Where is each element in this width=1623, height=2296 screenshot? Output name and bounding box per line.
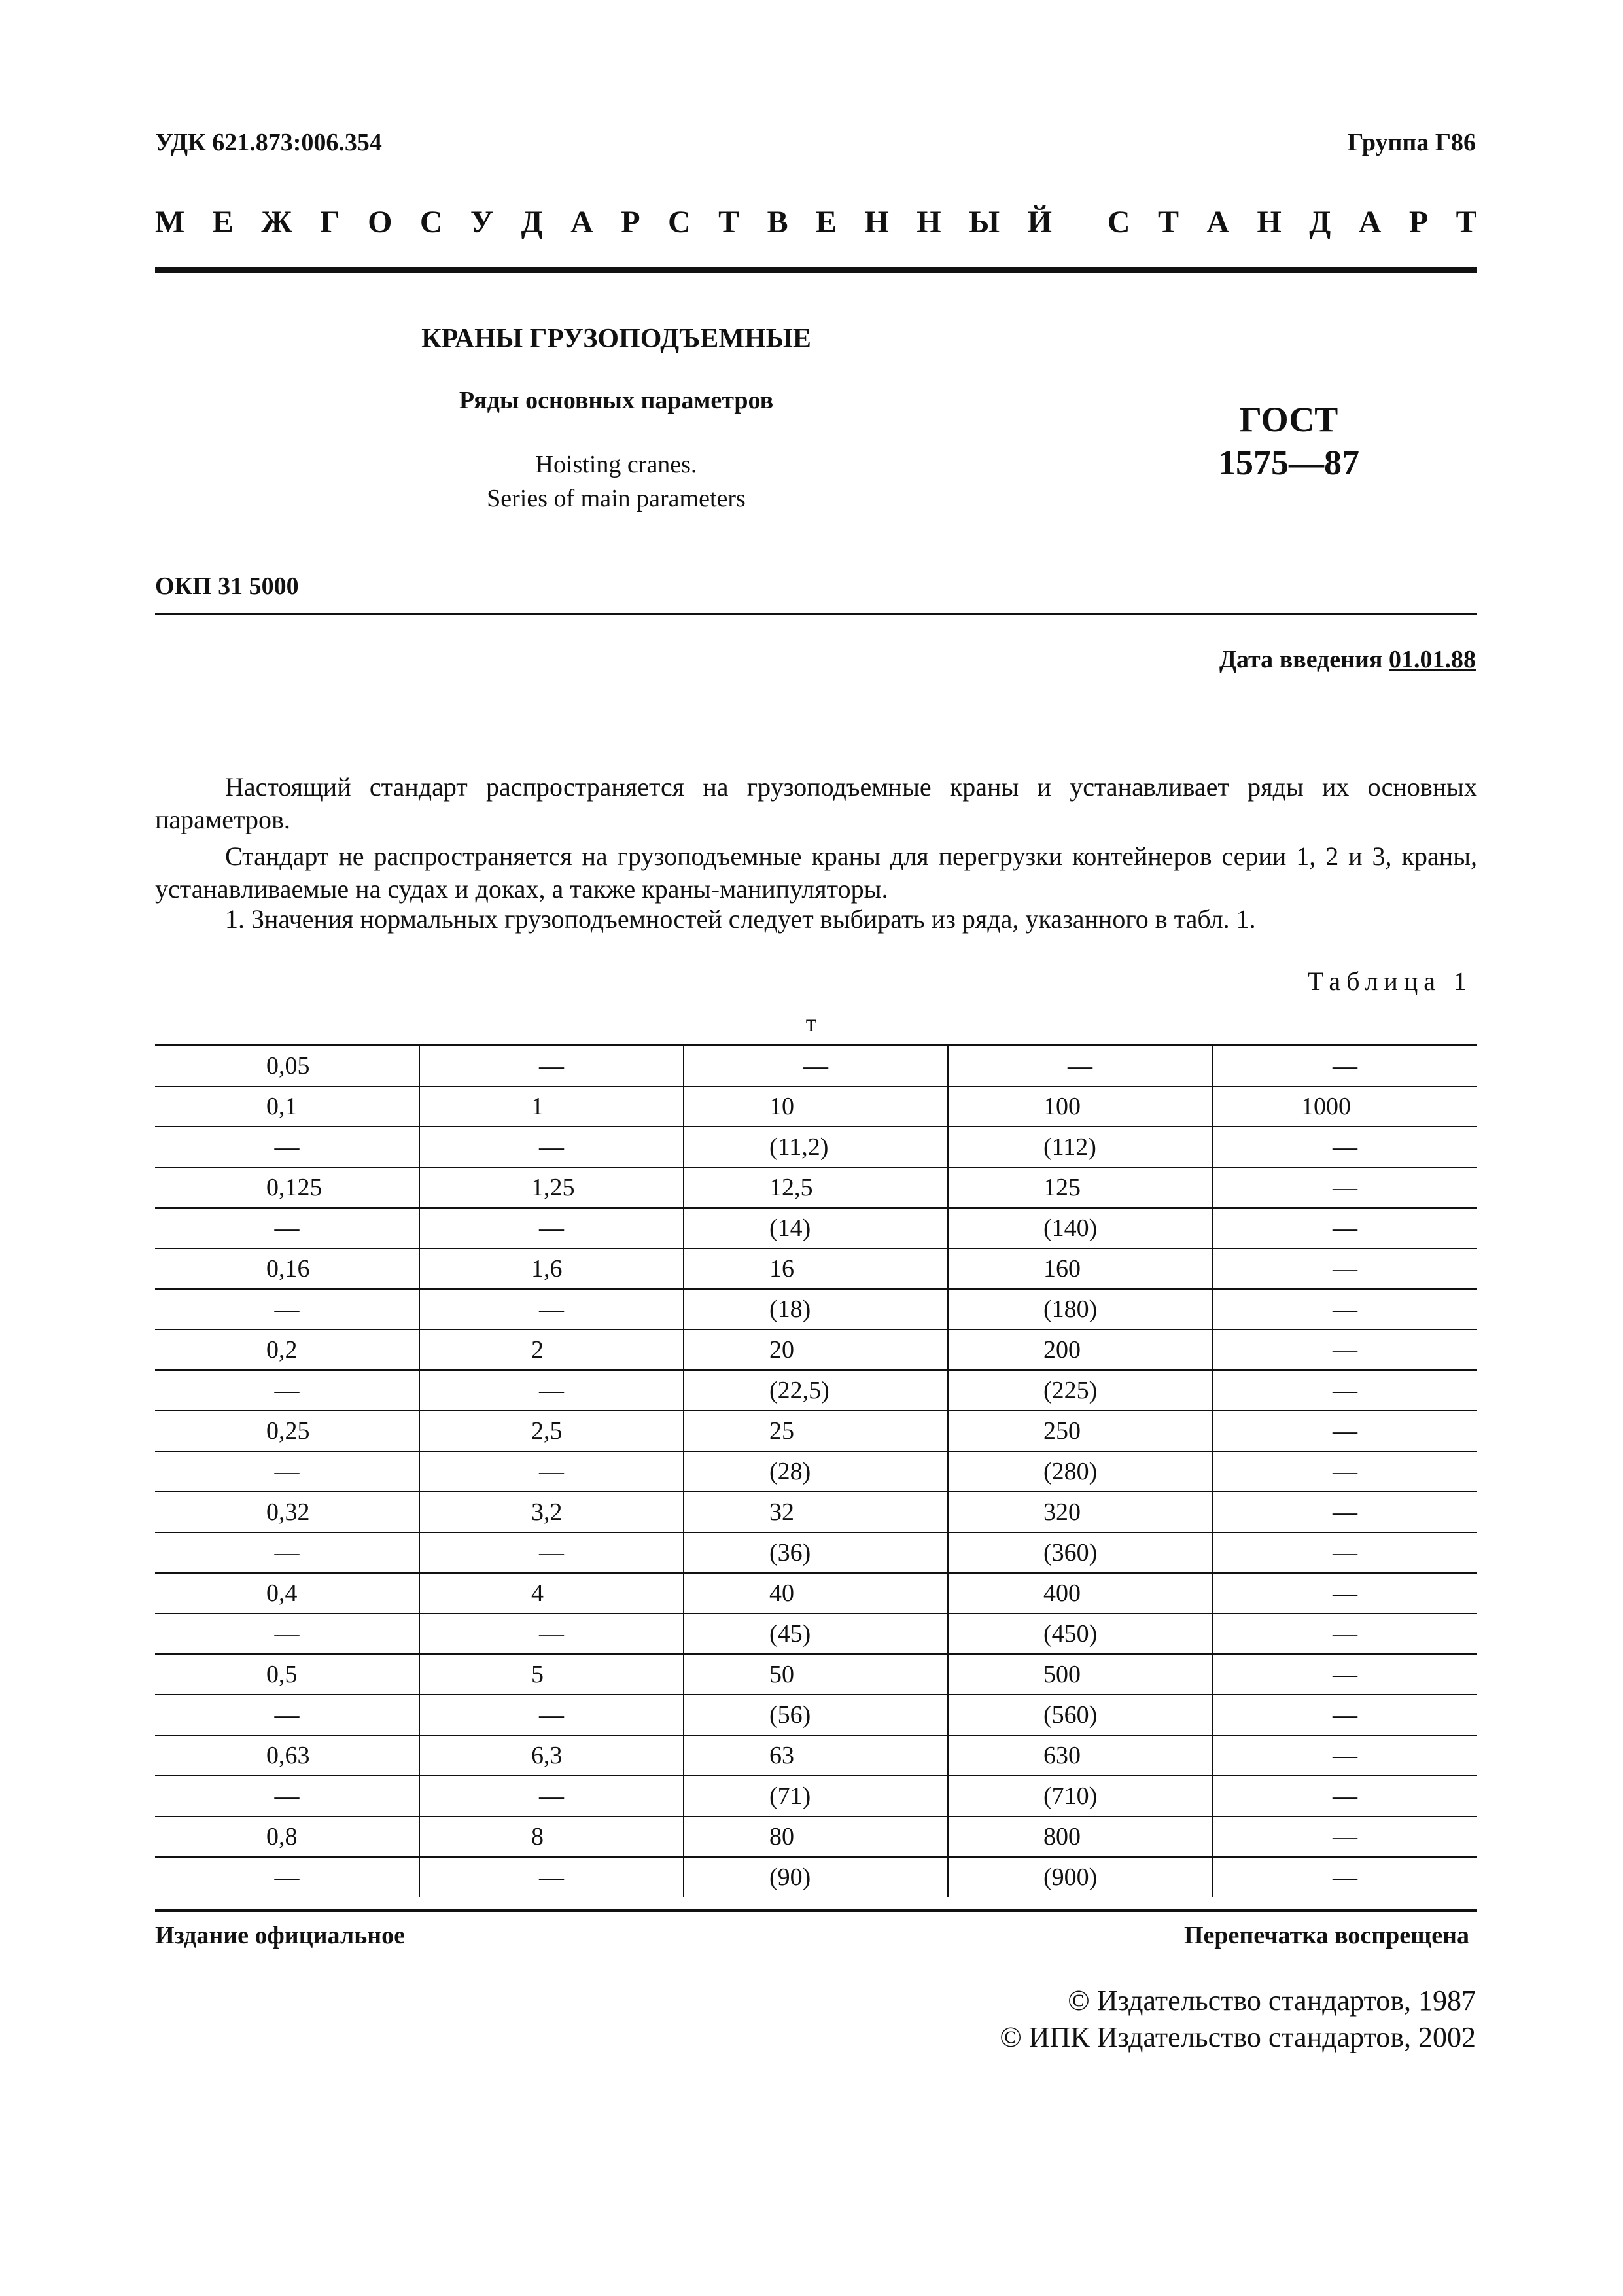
table-cell: 1,6 [419, 1248, 684, 1289]
table-cell: — [1212, 1127, 1477, 1167]
table-cell: (56) [684, 1695, 948, 1735]
interstate-letter: Т [1456, 205, 1477, 239]
table-cell: 200 [948, 1330, 1212, 1370]
table-cell: (14) [684, 1208, 948, 1248]
table-cell: (900) [948, 1857, 1212, 1897]
table-cell: 0,5 [155, 1654, 419, 1695]
table-cell: 12,5 [684, 1167, 948, 1208]
table-cell: — [1212, 1614, 1477, 1654]
table-cell: (225) [948, 1370, 1212, 1411]
interstate-letter: Н [1257, 205, 1282, 239]
copyright-1987: © Издательство стандартов, 1987 [1068, 1985, 1476, 2017]
table-cell: 0,4 [155, 1573, 419, 1614]
table-cell: — [1212, 1248, 1477, 1289]
gost-label: ГОСТ [1239, 400, 1338, 439]
load-capacity-table [155, 1044, 1477, 1897]
interstate-letter: А [1358, 205, 1382, 239]
table-cell: 0,8 [155, 1816, 419, 1857]
interstate-letter: Ы [969, 205, 1000, 239]
table-row [155, 1289, 1477, 1330]
table-cell: (18) [684, 1289, 948, 1330]
table-row [155, 1654, 1477, 1695]
table-row [155, 1735, 1477, 1776]
table-cell: 32 [684, 1492, 948, 1532]
table-cell: — [1212, 1451, 1477, 1492]
table-cell: — [1212, 1816, 1477, 1857]
table-cell: — [155, 1451, 419, 1492]
table-cell: (28) [684, 1451, 948, 1492]
table-cell: (112) [948, 1127, 1212, 1167]
interstate-letter: А [1206, 205, 1230, 239]
table-cell: (360) [948, 1532, 1212, 1573]
table-cell: 320 [948, 1492, 1212, 1532]
table-cell: — [1212, 1654, 1477, 1695]
introduction-date-label: Дата введения [1219, 646, 1383, 673]
table-cell: 2,5 [419, 1411, 684, 1451]
table-cell: — [155, 1614, 419, 1654]
interstate-letter: С [668, 205, 691, 239]
exclusion-paragraph: Стандарт не распространяется на грузоподъемные краны для перегрузки контейнеров серии 1, 2 и 3, краны, устанавливаемые на судах и доках, а также краны-манипуляторы. [155, 841, 1477, 904]
table-cell: 25 [684, 1411, 948, 1451]
document-subtitle: Ряды основных параметров [459, 387, 774, 414]
scope-paragraph: Настоящий стандарт распространяется на грузоподъемные краны и устанавливает ряды их основных параметров. [155, 772, 1477, 834]
table-cell: (560) [948, 1695, 1212, 1735]
table-cell: — [419, 1532, 684, 1573]
table-row [155, 1492, 1477, 1532]
table-cell: — [1212, 1046, 1477, 1087]
interstate-letter: А [570, 205, 593, 239]
table-cell: 0,2 [155, 1330, 419, 1370]
interstate-letter: Д [1309, 205, 1331, 239]
table-cell: (90) [684, 1857, 948, 1897]
table-row [155, 1695, 1477, 1735]
interstate-letter: В [767, 205, 788, 239]
table-cell: 400 [948, 1573, 1212, 1614]
table-cell: 80 [684, 1816, 948, 1857]
introduction-date-value: 01.01.88 [1389, 646, 1476, 673]
table-row [155, 1208, 1477, 1248]
table-cell: (140) [948, 1208, 1212, 1248]
table-cell: — [419, 1776, 684, 1816]
table-cell: — [1212, 1573, 1477, 1614]
interstate-letter: Н [864, 205, 889, 239]
table-row [155, 1046, 1477, 1087]
table-cell: 16 [684, 1248, 948, 1289]
table-unit: т [805, 1010, 817, 1037]
table-cell: — [1212, 1411, 1477, 1451]
table-row [155, 1248, 1477, 1289]
table-row [155, 1330, 1477, 1370]
table-cell: — [155, 1208, 419, 1248]
table-cell: — [155, 1370, 419, 1411]
table-cell: 500 [948, 1654, 1212, 1695]
group-code: Группа Г86 [1348, 129, 1476, 156]
table-row [155, 1776, 1477, 1816]
interstate-letter: Е [212, 205, 234, 239]
table-cell: 0,25 [155, 1411, 419, 1451]
table-cell: — [1212, 1735, 1477, 1776]
interstate-letter: Й [1027, 205, 1052, 239]
table-cell: — [1212, 1167, 1477, 1208]
copyright-2002: © ИПК Издательство стандартов, 2002 [1000, 2021, 1476, 2053]
interstate-letter: С [1107, 205, 1130, 239]
table-row [155, 1816, 1477, 1857]
table-cell: — [948, 1046, 1212, 1087]
table-cell: 10 [684, 1086, 948, 1127]
table-cell: (450) [948, 1614, 1212, 1654]
table-row [155, 1411, 1477, 1451]
table-cell: — [419, 1695, 684, 1735]
table-cell: 0,05 [155, 1046, 419, 1087]
table-cell: — [1212, 1492, 1477, 1532]
table-cell: — [419, 1370, 684, 1411]
table-cell: 8 [419, 1816, 684, 1857]
english-title [155, 448, 1077, 516]
table-cell: 6,3 [419, 1735, 684, 1776]
table-cell: — [419, 1046, 684, 1087]
document-title: КРАНЫ ГРУЗОПОДЪЕМНЫЕ [421, 324, 811, 354]
table-cell: (280) [948, 1451, 1212, 1492]
table-cell: — [1212, 1289, 1477, 1330]
copyright-block [1000, 1983, 1476, 2056]
reprint-prohibited: Перепечатка воспрещена [1183, 1922, 1469, 1949]
table-cell: — [1212, 1208, 1477, 1248]
okp-rule [155, 613, 1477, 615]
table-cell: 250 [948, 1411, 1212, 1451]
table-row [155, 1370, 1477, 1411]
table-cell: — [419, 1857, 684, 1897]
table-cell: — [155, 1289, 419, 1330]
interstate-letter: М [155, 205, 185, 239]
interstate-letter: О [368, 205, 393, 239]
official-edition: Издание официальное [155, 1922, 406, 1949]
table-cell: — [1212, 1695, 1477, 1735]
table-cell: 160 [948, 1248, 1212, 1289]
gost-number [1204, 398, 1374, 484]
table-row [155, 1614, 1477, 1654]
interstate-letter: Р [1408, 205, 1429, 239]
table-cell: — [1212, 1330, 1477, 1370]
table-caption: Таблица 1 [1307, 966, 1473, 996]
table-cell: (180) [948, 1289, 1212, 1330]
table-cell: — [1212, 1532, 1477, 1573]
table-cell: (11,2) [684, 1127, 948, 1167]
table-row [155, 1127, 1477, 1167]
table-row [155, 1573, 1477, 1614]
table-row [155, 1532, 1477, 1573]
table-cell: 0,16 [155, 1248, 419, 1289]
introduction-date [1219, 645, 1476, 674]
english-title-line1: Hoisting cranes. [535, 451, 697, 478]
table-cell: — [155, 1127, 419, 1167]
table-cell: — [155, 1532, 419, 1573]
interstate-letter: Ж [261, 205, 292, 239]
interstate-standard-heading [155, 204, 1477, 240]
table-cell: 40 [684, 1573, 948, 1614]
udk-code: УДК 621.873:006.354 [155, 129, 382, 156]
okp-code: ОКП 31 5000 [155, 573, 299, 600]
table-cell: (710) [948, 1776, 1212, 1816]
table-row [155, 1451, 1477, 1492]
table-cell: — [419, 1451, 684, 1492]
table-cell: 50 [684, 1654, 948, 1695]
table-cell: 125 [948, 1167, 1212, 1208]
interstate-letter: Г [320, 205, 340, 239]
table-cell: — [419, 1289, 684, 1330]
table-row [155, 1086, 1477, 1127]
table-row [155, 1167, 1477, 1208]
table-cell: (71) [684, 1776, 948, 1816]
interstate-letter: У [470, 205, 494, 239]
table-cell: 5 [419, 1654, 684, 1695]
table-cell: 100 [948, 1086, 1212, 1127]
table-cell: — [1212, 1370, 1477, 1411]
table-cell: 0,125 [155, 1167, 419, 1208]
table-cell: 1,25 [419, 1167, 684, 1208]
interstate-letter: Р [621, 205, 640, 239]
table-cell: — [419, 1614, 684, 1654]
table-cell: — [274, 1863, 300, 1891]
table-cell: 800 [948, 1816, 1212, 1857]
table-cell: (36) [684, 1532, 948, 1573]
table-cell: 1000 [1212, 1086, 1477, 1127]
table-cell: — [1212, 1776, 1477, 1816]
table-cell: 0,1 [155, 1086, 419, 1127]
table-cell: 2 [419, 1330, 684, 1370]
gost-code: 1575—87 [1218, 443, 1359, 482]
interstate-letter: С [419, 205, 443, 239]
table-cell: 630 [948, 1735, 1212, 1776]
table-row [155, 1857, 1477, 1897]
table-cell: 4 [419, 1573, 684, 1614]
table-cell: — [684, 1046, 948, 1087]
interstate-letter: Н [916, 205, 941, 239]
interstate-letter: Т [1157, 205, 1179, 239]
table-cell: — [155, 1776, 419, 1816]
interstate-letter: Д [521, 205, 543, 239]
english-title-line2: Series of main parameters [487, 485, 746, 512]
table-cell: 0,63 [155, 1735, 419, 1776]
table-cell: 3,2 [419, 1492, 684, 1532]
table-cell: (45) [684, 1614, 948, 1654]
clause-1-paragraph: 1. Значения нормальных грузоподъемностей следует выбирать из ряда, указанного в табл. 1. [225, 904, 1256, 934]
table-cell: — [1212, 1857, 1477, 1897]
table-cell: 63 [684, 1735, 948, 1776]
table-cell: 1 [419, 1086, 684, 1127]
table-cell: (22,5) [684, 1370, 948, 1411]
interstate-letter: Е [816, 205, 837, 239]
heading-rule [155, 267, 1477, 273]
table-cell: — [419, 1127, 684, 1167]
footer-rule [155, 1909, 1477, 1912]
table-cell: 0,32 [155, 1492, 419, 1532]
interstate-letter: Т [718, 205, 740, 239]
table-cell: — [155, 1695, 419, 1735]
table-cell: 20 [684, 1330, 948, 1370]
table-cell: — [419, 1208, 684, 1248]
